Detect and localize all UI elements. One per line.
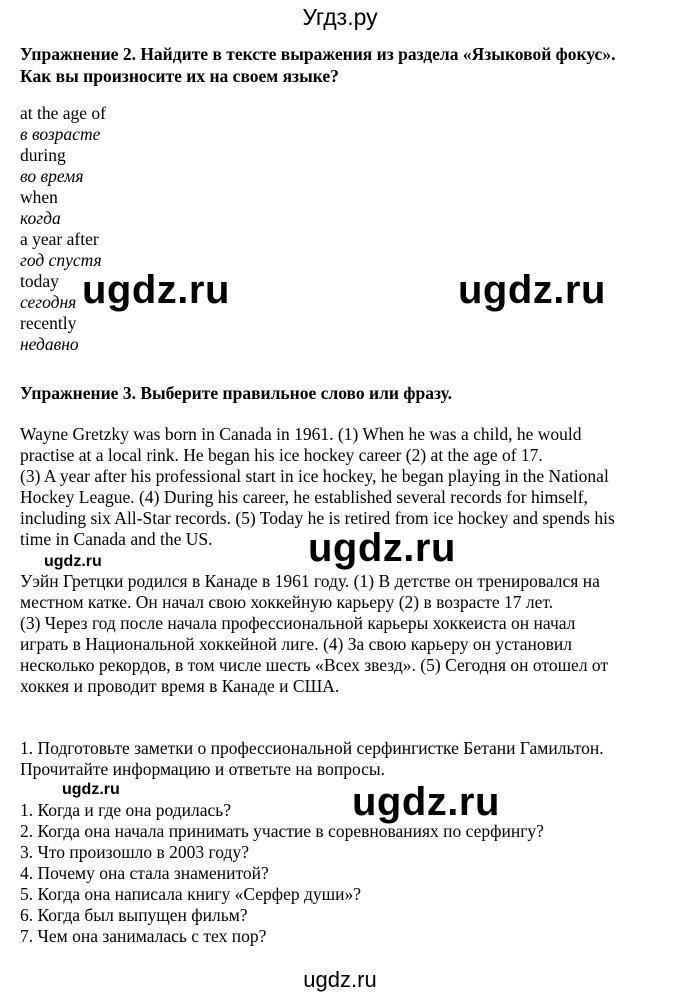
english-text-line: including six All-Star records. (5) Today he is retired from ice hockey and spends his [20,508,615,528]
exercise3-heading: Упражнение 3. Выберите правильное слово или фразу. [20,383,452,403]
phrase-ru: год спустя [20,250,102,270]
russian-text-line: (3) Через год после начала профессиональной карьеры хоккеиста он начал [20,613,576,633]
phrase-en: recently [20,313,77,333]
russian-text-line: играть в Национальной хоккейной лиге. (4) За свою карьеру он установил [20,634,573,654]
phrase-en: a year after [20,229,99,249]
phrase-ru: когда [20,208,61,228]
watermark-small: ugdz.ru [44,553,102,570]
watermark-small: ugdz.ru [62,781,120,798]
exercise2-heading-line2: Как вы произносите их на своем языке? [20,66,339,86]
english-text-line: Wayne Gretzky was born in Canada in 1961. (1) When he was a child, he would [20,424,582,444]
phrase-ru: сегодня [20,292,77,312]
phrase-ru: во время [20,166,84,186]
phrase-en: during [20,145,66,165]
phrase-ru: недавно [20,334,79,354]
watermark-big: ugdz.ru [352,780,500,824]
watermark-big: ugdz.ru [82,268,230,312]
question-item: 1. Когда и где она родилась? [20,800,232,820]
english-text-line: practise at a local rink. He began his ice hockey career (2) at the age of 17. [20,445,543,465]
phrase-en: when [20,187,58,207]
question-item: 4. Почему она стала знаменитой? [20,863,269,883]
russian-text-line: местном катке. Он начал свою хоккейную карьеру (2) в возрасте 17 лет. [20,592,554,612]
russian-text-line: несколько рекордов, в том числе шесть «Всех звезд». (5) Сегодня он отошел от [20,655,609,675]
watermark-big: ugdz.ru [308,526,456,570]
russian-text-line: Уэйн Гретцки родился в Канаде в 1961 году. (1) В детстве он тренировался на [20,571,600,591]
english-text-line: (3) A year after his professional start in ice hockey, he began playing in the National [20,466,609,486]
english-text-line: Hockey League. (4) During his career, he established several records for himself, [20,487,588,507]
question-item: 2. Когда она начала принимать участие в соревнованиях по серфингу? [20,821,544,841]
site-header-title: Угдз.ру [302,4,378,30]
task1-intro-line: Прочитайте информацию и ответьте на вопросы. [20,759,386,779]
phrase-en: today [20,271,59,291]
english-text-line: time in Canada and the US. [20,529,213,549]
question-item: 3. Что произошло в 2003 году? [20,842,249,862]
phrase-ru: в возрасте [20,124,101,144]
watermark-footer: ugdz.ru [303,967,377,992]
question-item: 7. Чем она занималась с тех пор? [20,926,267,946]
russian-text-line: хоккея и проводит время в Канаде и США. [20,676,340,696]
question-item: 6. Когда был выпущен фильм? [20,905,248,925]
exercise2-heading-line1: Упражнение 2. Найдите в тексте выражения из раздела «Языковой фокус». [20,44,616,64]
task1-intro-line: 1. Подготовьте заметки о профессиональной серфингистке Бетани Гамильтон. [20,738,604,758]
question-item: 5. Когда она написала книгу «Серфер души»? [20,884,362,904]
phrase-en: at the age of [20,103,106,123]
watermark-big: ugdz.ru [458,268,606,312]
